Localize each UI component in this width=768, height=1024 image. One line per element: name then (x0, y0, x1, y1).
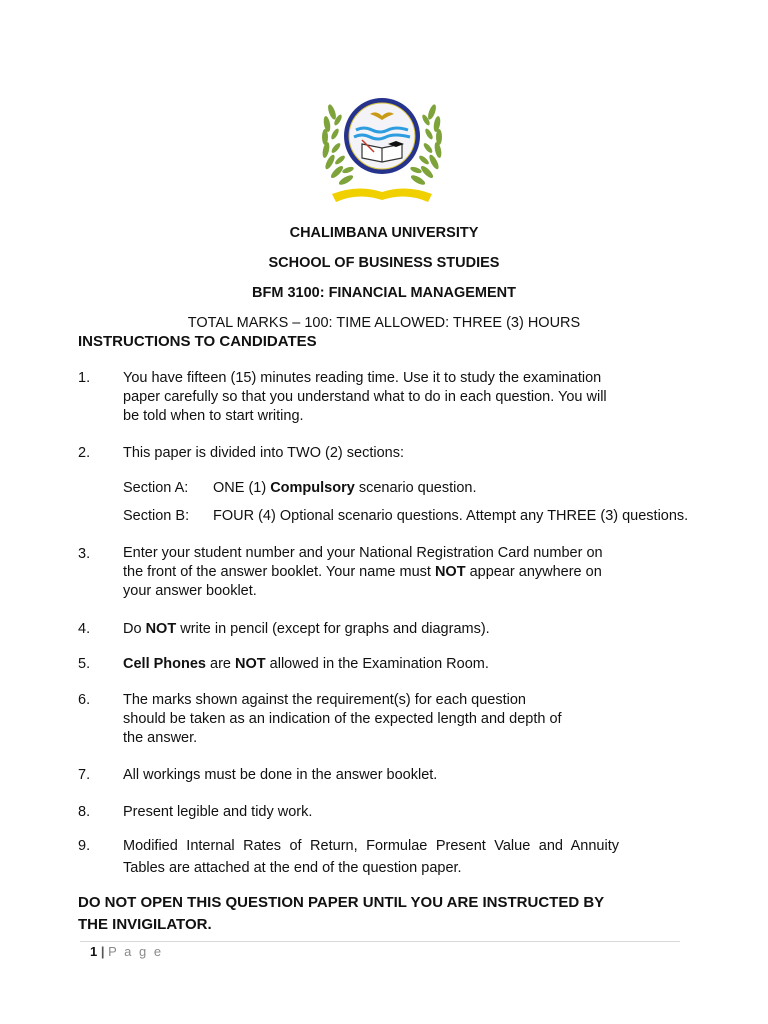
warning-line: THE INVIGILATOR. (78, 916, 212, 933)
instruction-item-8: Present legible and tidy work. (123, 804, 313, 820)
page-number: 1 (90, 944, 98, 959)
do-not-open-warning (78, 892, 678, 936)
section-a-part: scenario question. (354, 480, 477, 496)
item-line: You have fifteen (15) minutes reading time. Use it to study the examination (123, 370, 602, 386)
not-emphasis: NOT (235, 656, 266, 672)
item-line: Modified Internal Rates of Return, Formulae Present Value and Annuity (123, 838, 619, 854)
not-emphasis: NOT (434, 564, 466, 580)
item-line: your answer booklet. (123, 583, 257, 599)
instructions-heading: INSTRUCTIONS TO CANDIDATES (78, 333, 317, 350)
university-crest-icon (318, 92, 446, 208)
section-b-label: Section B: (123, 508, 190, 524)
item-line (123, 563, 603, 582)
item-number: 6. (78, 692, 91, 708)
school-name: SCHOOL OF BUSINESS STUDIES (268, 255, 500, 271)
marks-and-time: TOTAL MARKS – 100: TIME ALLOWED: THREE (3) HOURS (187, 315, 581, 331)
item-part: write in pencil (except for graphs and diagrams). (176, 621, 490, 637)
university-logo (318, 92, 446, 208)
not-emphasis: NOT (145, 621, 177, 637)
item-part: allowed in the Examination Room. (265, 656, 489, 672)
instruction-item-1 (123, 369, 607, 426)
item-part: are (206, 656, 236, 672)
item-number: 5. (78, 656, 91, 672)
instruction-item-2: This paper is divided into TWO (2) sections: (123, 445, 404, 461)
instruction-item-4 (123, 620, 490, 639)
item-line: should be taken as an indication of the expected length and depth of (123, 711, 562, 727)
instruction-item-3 (123, 544, 603, 601)
item-number: 2. (78, 445, 91, 461)
instruction-item-9 (123, 835, 619, 879)
item-line: Enter your student number and your National Registration Card number on (123, 545, 603, 561)
item-line: paper carefully so that you understand what to do in each question. You will (123, 389, 607, 405)
item-part: Do (123, 621, 146, 637)
item-number: 1. (78, 370, 91, 386)
item-number: 7. (78, 767, 91, 783)
instruction-item-6 (123, 691, 562, 748)
warning-line: DO NOT OPEN THIS QUESTION PAPER UNTIL YOU ARE INSTRUCTED BY (78, 894, 605, 911)
instruction-item-5 (123, 655, 489, 674)
item-line: be told when to start writing. (123, 408, 304, 424)
footer-separator: | (100, 944, 105, 959)
section-a-label: Section A: (123, 480, 189, 496)
item-number: 9. (78, 838, 91, 854)
cell-phones-emphasis: Cell Phones (123, 656, 206, 672)
section-b-text: FOUR (4) Optional scenario questions. Attempt any THREE (3) questions. (213, 508, 689, 524)
item-number: 8. (78, 804, 91, 820)
item-line: the answer. (123, 730, 198, 746)
item-part: the front of the answer booklet. Your name must (123, 564, 435, 580)
course-title: BFM 3100: FINANCIAL MANAGEMENT (252, 285, 516, 301)
university-name: CHALIMBANA UNIVERSITY (289, 225, 479, 241)
item-line: The marks shown against the requirement(s) for each question (123, 692, 526, 708)
instruction-item-7: All workings must be done in the answer booklet. (123, 767, 438, 783)
item-number: 3. (78, 546, 91, 562)
item-number: 4. (78, 621, 91, 637)
section-a-text (213, 480, 477, 496)
section-a-part: ONE (1) (213, 480, 271, 496)
compulsory-emphasis: Compulsory (270, 480, 355, 496)
item-part: appear anywhere on (465, 564, 602, 580)
footer-divider (80, 941, 680, 942)
page-label: P a g e (108, 944, 164, 959)
item-line: Tables are attached at the end of the question paper. (123, 860, 462, 876)
page-footer (90, 944, 163, 959)
